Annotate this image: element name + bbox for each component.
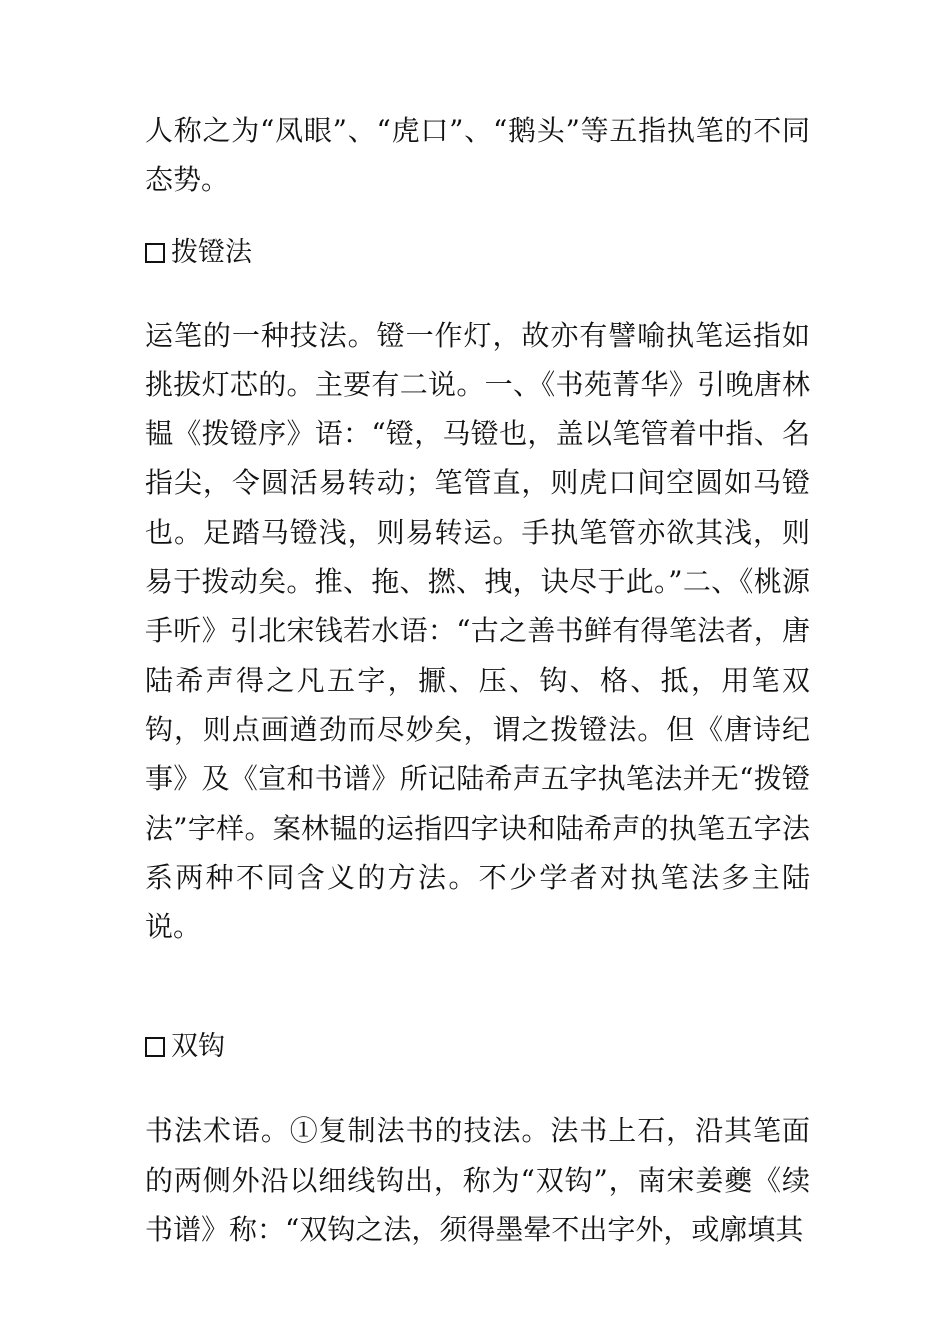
section-heading-text: 双钩 bbox=[171, 1031, 225, 1063]
section-heading-shuanggou bbox=[145, 1027, 810, 1067]
checkbox-icon bbox=[145, 1037, 165, 1057]
document-page bbox=[145, 106, 810, 1254]
section-paragraph-shuanggou: 书法术语。①复制法书的技法。法书上石，沿其笔面的两侧外沿以细线钩出，称为“双钩”，南宋姜夔《续书谱》称：“双钩之法，须得墨晕不出字外，或廓填其 bbox=[145, 1114, 810, 1247]
section-heading-bodeng bbox=[145, 233, 810, 273]
section-heading-text: 拨镫法 bbox=[171, 236, 252, 268]
checkbox-icon bbox=[145, 243, 165, 263]
section-paragraph-bodeng: 运笔的一种技法。镫一作灯，故亦有譬喻执笔运指如挑拔灯芯的。主要有二说。一、《书苑菁华》引晚唐林韫《拨镫序》语：“镫，马镫也，盖以笔管着中指、名指尖，令圆活易转动；笔管直，则虎口间空圆如马镫也。足踏马镫浅，则易转运。手执笔管亦欲其浅，则易于拨动矣。推、拖、撚、拽，诀尽于此。”二、《桃源手听》引北宋钱若水语：“古之善书鲜有得笔法者，唐陆希声得之凡五字，擫、压、钩、格、抵，用笔双钩，则点画遒劲而尽妙矣，谓之拨镫法。但《唐诗纪事》及《宣和书谱》所记陆希声五字执笔法并无“拨镫法”字样。案林韫的运指四字诀和陆希声的执笔五字法系两种不同含义的方法。不少学者对执笔法多主陆说。 bbox=[145, 318, 810, 944]
intro-paragraph: 人称之为“凤眼”、“虎口”、“鹅头”等五指执笔的不同态势。 bbox=[145, 114, 810, 197]
